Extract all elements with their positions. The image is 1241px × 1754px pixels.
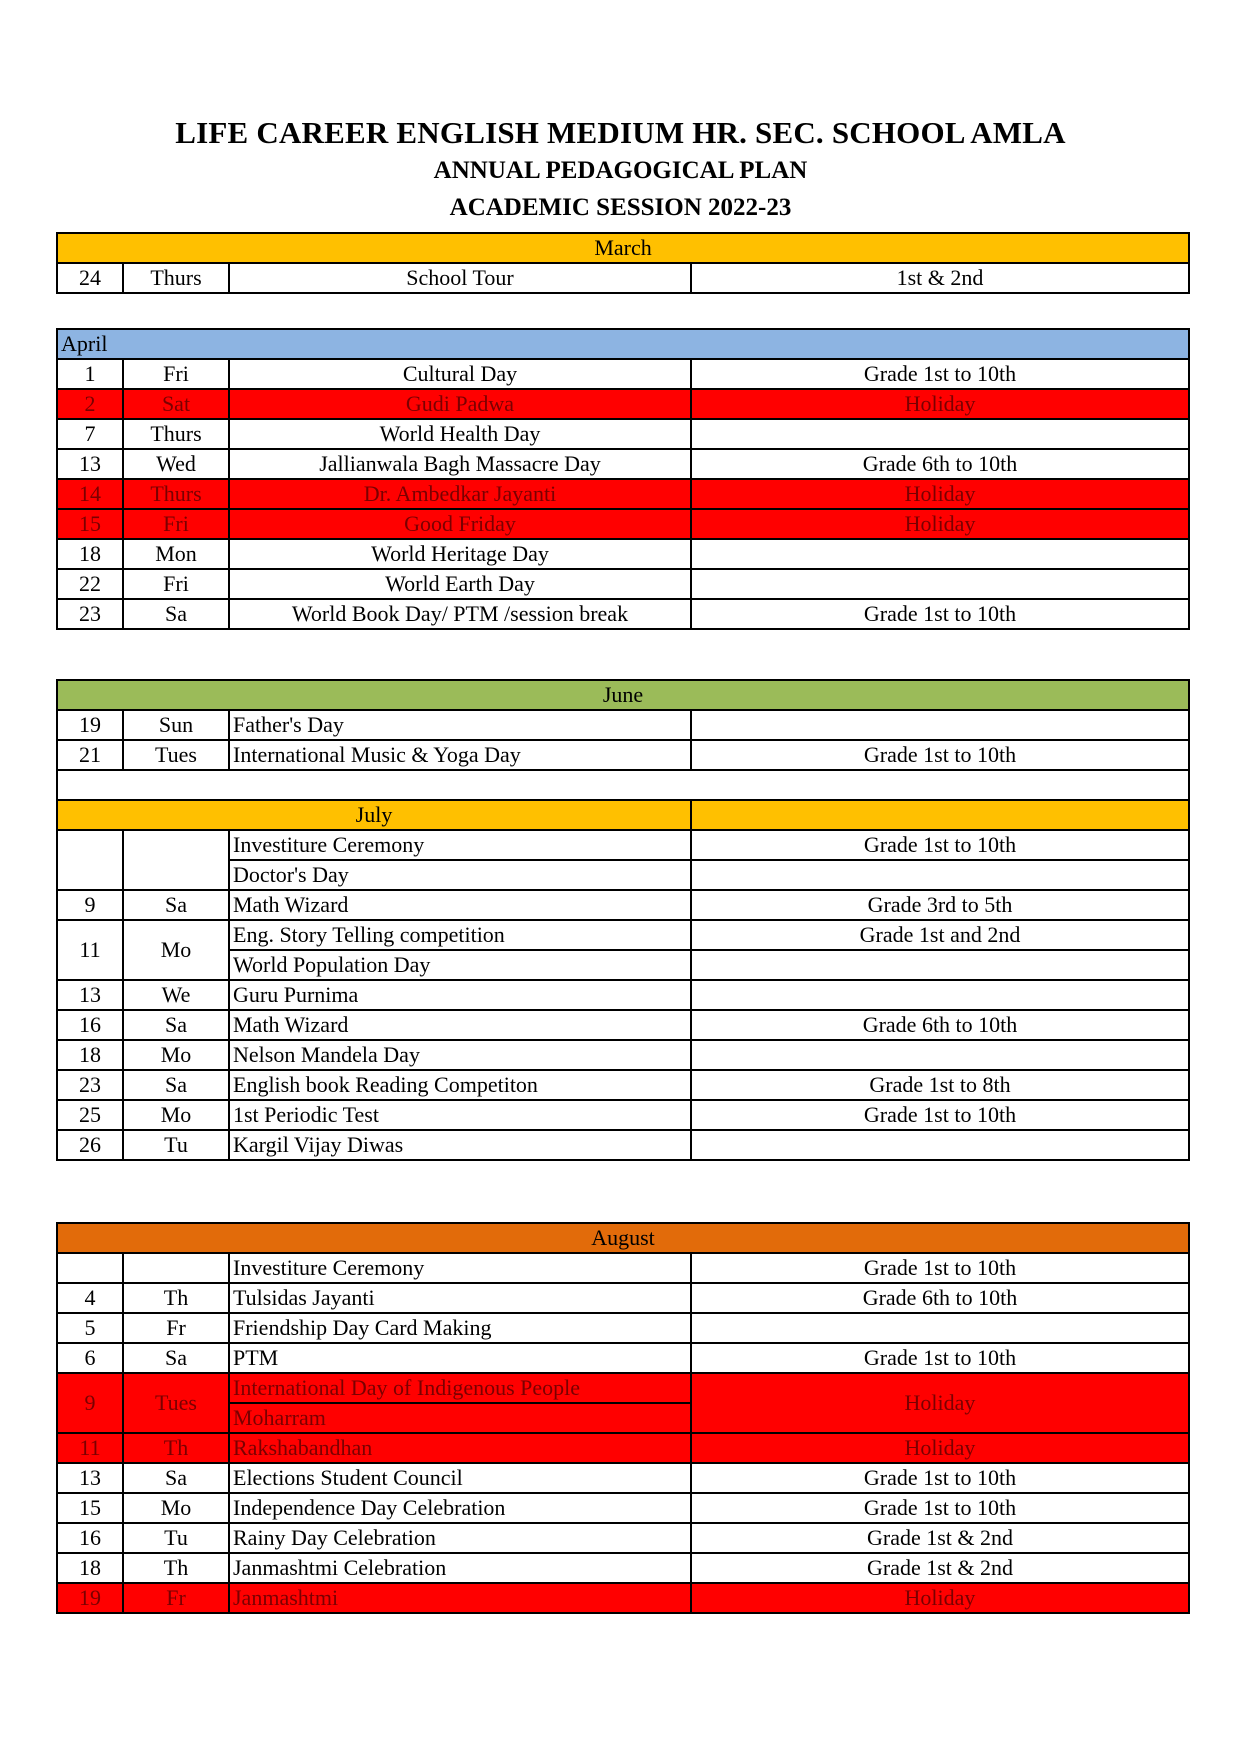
- day-cell: Sa: [123, 1010, 229, 1040]
- table-row: [57, 980, 1189, 1010]
- grade-cell: Grade 1st to 10th: [691, 1493, 1189, 1523]
- date-cell: 5: [57, 1313, 123, 1343]
- event-cell: Rakshabandhan: [229, 1433, 691, 1463]
- grade-cell: Grade 1st and 2nd: [691, 920, 1189, 950]
- grade-cell: Holiday: [691, 479, 1189, 509]
- day-cell: Mo: [123, 1100, 229, 1130]
- event-cell: Investiture Ceremony: [229, 830, 691, 860]
- grade-cell: Grade 1st to 10th: [691, 830, 1189, 860]
- event-cell: Father's Day: [229, 710, 691, 740]
- day-cell: Sa: [123, 599, 229, 629]
- table-row: [57, 599, 1189, 629]
- day-cell: Thurs: [123, 263, 229, 293]
- spacer-row: [57, 770, 1189, 800]
- table-row: [57, 1523, 1189, 1553]
- month-header-march: [57, 233, 1189, 263]
- grade-cell: Grade 1st & 2nd: [691, 1553, 1189, 1583]
- event-cell: Rainy Day Celebration: [229, 1523, 691, 1553]
- date-cell: 25: [57, 1100, 123, 1130]
- grade-cell: [691, 1130, 1189, 1160]
- month-name: March: [57, 233, 1189, 263]
- event-cell: Moharram: [229, 1403, 691, 1433]
- holiday-row: [57, 1583, 1189, 1613]
- june-july-table: [56, 679, 1190, 1161]
- grade-cell: Grade 1st to 8th: [691, 1070, 1189, 1100]
- grade-cell: Grade 1st to 10th: [691, 359, 1189, 389]
- table-row: [57, 419, 1189, 449]
- event-cell: Friendship Day Card Making: [229, 1313, 691, 1343]
- day-cell: [123, 1253, 229, 1283]
- grade-cell: [691, 419, 1189, 449]
- day-cell: Sat: [123, 389, 229, 419]
- holiday-row: [57, 1433, 1189, 1463]
- event-cell: World Earth Day: [229, 569, 691, 599]
- event-cell: School Tour: [229, 263, 691, 293]
- table-row: [57, 1343, 1189, 1373]
- date-cell: 6: [57, 1343, 123, 1373]
- event-cell: Independence Day Celebration: [229, 1493, 691, 1523]
- table-row: [57, 1553, 1189, 1583]
- event-cell: Tulsidas Jayanti: [229, 1283, 691, 1313]
- event-cell: Investiture Ceremony: [229, 1253, 691, 1283]
- day-cell: Tu: [123, 1130, 229, 1160]
- date-cell: 13: [57, 980, 123, 1010]
- day-cell: Thurs: [123, 479, 229, 509]
- event-cell: Elections Student Council: [229, 1463, 691, 1493]
- event-cell: Janmashtmi: [229, 1583, 691, 1613]
- day-cell: Sa: [123, 1343, 229, 1373]
- date-cell: 18: [57, 539, 123, 569]
- date-cell: 16: [57, 1523, 123, 1553]
- table-row: [57, 1100, 1189, 1130]
- session-title: ACADEMIC SESSION 2022-23: [449, 194, 792, 221]
- day-cell: Sa: [123, 1463, 229, 1493]
- table-row: [57, 1283, 1189, 1313]
- table-row: [57, 710, 1189, 740]
- table-row: [57, 1313, 1189, 1343]
- event-cell: Gudi Padwa: [229, 389, 691, 419]
- table-row: [57, 539, 1189, 569]
- event-cell: Math Wizard: [229, 1010, 691, 1040]
- grade-cell: Grade 3rd to 5th: [691, 890, 1189, 920]
- day-cell: Tues: [123, 1373, 229, 1433]
- day-cell: [123, 830, 229, 890]
- month-name: August: [57, 1223, 1189, 1253]
- event-cell: World Health Day: [229, 419, 691, 449]
- table-row: [57, 1040, 1189, 1070]
- grade-cell: Grade 1st & 2nd: [691, 1523, 1189, 1553]
- day-cell: Tues: [123, 740, 229, 770]
- event-cell: Doctor's Day: [229, 860, 691, 890]
- date-cell: 19: [57, 710, 123, 740]
- grade-cell: Holiday: [691, 389, 1189, 419]
- event-cell: Eng. Story Telling competition: [229, 920, 691, 950]
- day-cell: Wed: [123, 449, 229, 479]
- holiday-row: [57, 509, 1189, 539]
- table-row: [57, 1010, 1189, 1040]
- event-cell: World Heritage Day: [229, 539, 691, 569]
- event-cell: International Music & Yoga Day: [229, 740, 691, 770]
- grade-cell: [691, 980, 1189, 1010]
- grade-cell: 1st & 2nd: [691, 263, 1189, 293]
- date-cell: 2: [57, 389, 123, 419]
- grade-cell: Grade 1st to 10th: [691, 1343, 1189, 1373]
- grade-cell: [691, 950, 1189, 980]
- table-row: [57, 263, 1189, 293]
- event-cell: Cultural Day: [229, 359, 691, 389]
- day-cell: Mo: [123, 1040, 229, 1070]
- date-cell: 11: [57, 920, 123, 980]
- table-row: [57, 1253, 1189, 1283]
- event-cell: Good Friday: [229, 509, 691, 539]
- month-name: April: [57, 329, 1189, 359]
- month-name: July: [57, 800, 691, 830]
- event-cell: PTM: [229, 1343, 691, 1373]
- grade-cell: [691, 539, 1189, 569]
- date-cell: 9: [57, 1373, 123, 1433]
- event-cell: International Day of Indigenous People: [229, 1373, 691, 1403]
- date-cell: 4: [57, 1283, 123, 1313]
- april-table: [56, 328, 1190, 630]
- grade-cell: Holiday: [691, 1373, 1189, 1433]
- grade-cell: Holiday: [691, 1433, 1189, 1463]
- day-cell: Sa: [123, 1070, 229, 1100]
- table-row: [57, 830, 1189, 860]
- grade-cell: Grade 1st to 10th: [691, 740, 1189, 770]
- day-cell: We: [123, 980, 229, 1010]
- august-table: [56, 1222, 1190, 1614]
- table-row: [57, 1493, 1189, 1523]
- event-cell: World Population Day: [229, 950, 691, 980]
- day-cell: Sun: [123, 710, 229, 740]
- date-cell: 14: [57, 479, 123, 509]
- grade-cell: Grade 1st to 10th: [691, 1253, 1189, 1283]
- grade-cell: [691, 710, 1189, 740]
- day-cell: Fri: [123, 569, 229, 599]
- grade-cell: [691, 1313, 1189, 1343]
- month-header-august: [57, 1223, 1189, 1253]
- table-row: [57, 920, 1189, 950]
- grade-cell: Grade 6th to 10th: [691, 1283, 1189, 1313]
- table-row: [57, 1463, 1189, 1493]
- date-cell: 16: [57, 1010, 123, 1040]
- date-cell: 15: [57, 1493, 123, 1523]
- date-cell: 13: [57, 449, 123, 479]
- day-cell: Fri: [123, 359, 229, 389]
- month-header-june: [57, 680, 1189, 710]
- grade-cell: Grade 1st to 10th: [691, 1100, 1189, 1130]
- date-cell: 22: [57, 569, 123, 599]
- day-cell: Th: [123, 1553, 229, 1583]
- date-cell: 18: [57, 1040, 123, 1070]
- event-cell: Kargil Vijay Diwas: [229, 1130, 691, 1160]
- date-cell: 23: [57, 1070, 123, 1100]
- march-table: [56, 232, 1190, 294]
- school-name: LIFE CAREER ENGLISH MEDIUM HR. SEC. SCHOOL AMLA: [175, 115, 1066, 150]
- day-cell: Fr: [123, 1583, 229, 1613]
- event-cell: 1st Periodic Test: [229, 1100, 691, 1130]
- table-row: [57, 359, 1189, 389]
- date-cell: [57, 1253, 123, 1283]
- date-cell: 21: [57, 740, 123, 770]
- date-cell: 24: [57, 263, 123, 293]
- date-cell: 9: [57, 890, 123, 920]
- event-cell: English book Reading Competiton: [229, 1070, 691, 1100]
- day-cell: Mon: [123, 539, 229, 569]
- day-cell: Th: [123, 1283, 229, 1313]
- day-cell: Thurs: [123, 419, 229, 449]
- month-name: June: [57, 680, 1189, 710]
- grade-cell: [691, 569, 1189, 599]
- date-cell: 23: [57, 599, 123, 629]
- month-header-april: [57, 329, 1189, 359]
- title-block: [0, 113, 1241, 227]
- date-cell: 13: [57, 1463, 123, 1493]
- table-row: [57, 449, 1189, 479]
- month-header-blank: [691, 800, 1189, 830]
- day-cell: Fri: [123, 509, 229, 539]
- grade-cell: [691, 1040, 1189, 1070]
- day-cell: Sa: [123, 890, 229, 920]
- day-cell: Mo: [123, 1493, 229, 1523]
- holiday-row: [57, 1373, 1189, 1403]
- holiday-row: [57, 479, 1189, 509]
- date-cell: 18: [57, 1553, 123, 1583]
- grade-cell: Grade 6th to 10th: [691, 449, 1189, 479]
- event-cell: Guru Purnima: [229, 980, 691, 1010]
- grade-cell: Grade 6th to 10th: [691, 1010, 1189, 1040]
- date-cell: [57, 830, 123, 890]
- table-row: [57, 740, 1189, 770]
- table-row: [57, 569, 1189, 599]
- event-cell: Janmashtmi Celebration: [229, 1553, 691, 1583]
- date-cell: 26: [57, 1130, 123, 1160]
- date-cell: 1: [57, 359, 123, 389]
- grade-cell: Grade 1st to 10th: [691, 599, 1189, 629]
- day-cell: Tu: [123, 1523, 229, 1553]
- grade-cell: Holiday: [691, 509, 1189, 539]
- table-row: [57, 890, 1189, 920]
- day-cell: Mo: [123, 920, 229, 980]
- event-cell: World Book Day/ PTM /session break: [229, 599, 691, 629]
- month-header-july: [57, 800, 1189, 830]
- day-cell: Th: [123, 1433, 229, 1463]
- grade-cell: Grade 1st to 10th: [691, 1463, 1189, 1493]
- date-cell: 19: [57, 1583, 123, 1613]
- holiday-row: [57, 389, 1189, 419]
- table-row: [57, 1130, 1189, 1160]
- day-cell: Fr: [123, 1313, 229, 1343]
- event-cell: Jallianwala Bagh Massacre Day: [229, 449, 691, 479]
- blank-cell: [57, 770, 1189, 800]
- table-row: [57, 1070, 1189, 1100]
- grade-cell: [691, 860, 1189, 890]
- date-cell: 15: [57, 509, 123, 539]
- date-cell: 11: [57, 1433, 123, 1463]
- grade-cell: Holiday: [691, 1583, 1189, 1613]
- event-cell: Nelson Mandela Day: [229, 1040, 691, 1070]
- plan-title: ANNUAL PEDAGOGICAL PLAN: [433, 157, 808, 184]
- event-cell: Dr. Ambedkar Jayanti: [229, 479, 691, 509]
- date-cell: 7: [57, 419, 123, 449]
- event-cell: Math Wizard: [229, 890, 691, 920]
